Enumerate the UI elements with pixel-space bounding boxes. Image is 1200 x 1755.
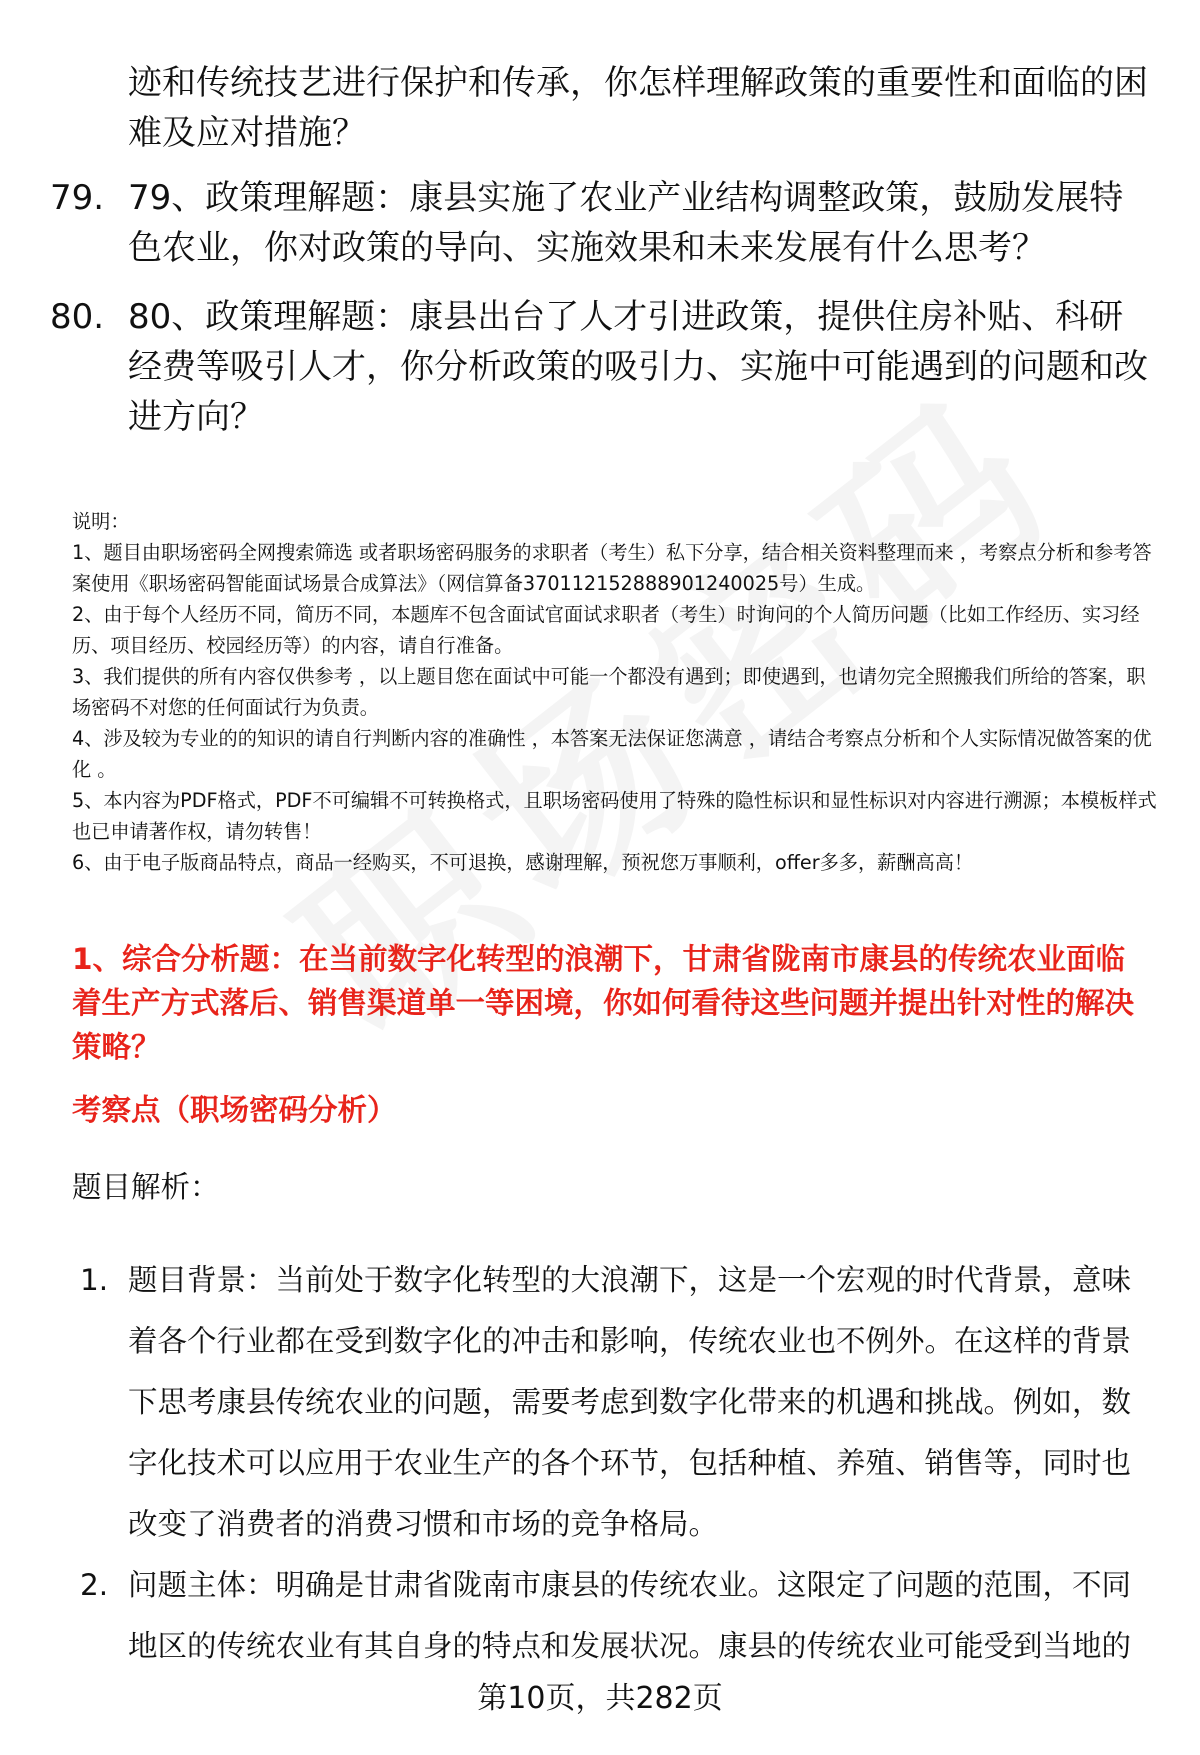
note-item: 1、题目由职场密码全网搜索筛选 或者职场密码服务的求职者（考生）私下分享，结合相关资料整理而来 ，考察点分析和参考答案使用《职场密码智能面试场景合成算法》（网信算备370112152888901240025号）生成。	[72, 541, 1152, 595]
note-item: 6、由于电子版商品特点，商品一经购买，不可退换，感谢理解，预祝您万事顺利，offer多多，薪酬高高！	[72, 851, 974, 874]
question-text: 79、政策理解题：康县实施了农业产业结构调整政策，鼓励发展特色农业，你对政策的导向、实施效果和未来发展有什么思考？	[128, 178, 1124, 268]
analysis-number: 2.	[80, 1568, 109, 1602]
note-item: 5、本内容为PDF格式，PDF不可编辑不可转换格式，且职场密码使用了特殊的隐性标识和显性标识对内容进行溯源；本模板样式也已申请著作权，请勿转售！	[72, 789, 1157, 843]
question-number: 79.	[50, 178, 105, 218]
question-number: 80.	[50, 297, 105, 337]
note-item: 2、由于每个人经历不同，简历不同，本题库不包含面试官面试求职者（考生）时询问的个人简历问题（比如工作经历、实习经历、项目经历、校园经历等）的内容，请自行准备。	[72, 603, 1140, 657]
notes-title: 说明：	[72, 510, 130, 533]
question-continuation: 迹和传统技艺进行保护和传承，你怎样理解政策的重要性和面临的困难及应对措施？	[128, 63, 1148, 153]
kaochadian-heading: 考察点（职场密码分析）	[72, 1093, 397, 1127]
page-footer: 第10页，共282页	[477, 1681, 723, 1716]
notes-section	[72, 506, 1162, 878]
analysis-heading: 题目解析：	[72, 1170, 220, 1204]
question-text: 80、政策理解题：康县出台了人才引进政策，提供住房补贴、科研经费等吸引人才，你分析政策的吸引力、实施中可能遇到的问题和改进方向？	[128, 297, 1148, 437]
analysis-text: 题目背景：当前处于数字化转型的大浪潮下，这是一个宏观的时代背景，意味着各个行业都在受到数字化的冲击和影响，传统农业也不例外。在这样的背景下思考康县传统农业的问题，需要考虑到数字化带来的机遇和挑战。例如，数字化技术可以应用于农业生产的各个环节，包括种植、养殖、销售等，同时也改变了消费者的消费习惯和市场的竞争格局。	[128, 1263, 1132, 1541]
note-item: 4、涉及较为专业的的知识的请自行判断内容的准确性 ，本答案无法保证您满意 ，请结合考察点分析和个人实际情况做答案的优化 。	[72, 727, 1152, 781]
analysis-text: 问题主体：明确是甘肃省陇南市康县的传统农业。这限定了问题的范围，不同地区的传统农业有其自身的特点和发展状况。康县的传统农业可能受到当地的	[128, 1568, 1132, 1663]
question-1-title: 1、综合分析题：在当前数字化转型的浪潮下，甘肃省陇南市康县的传统农业面临着生产方式落后、销售渠道单一等困境，你如何看待这些问题并提出针对性的解决策略？	[72, 942, 1135, 1064]
analysis-number: 1.	[80, 1263, 109, 1297]
note-item: 3、我们提供的所有内容仅供参考 ，以上题目您在面试中可能一个都没有遇到；即使遇到，也请勿完全照搬我们所给的答案，职场密码不对您的任何面试行为负责。	[72, 665, 1146, 719]
